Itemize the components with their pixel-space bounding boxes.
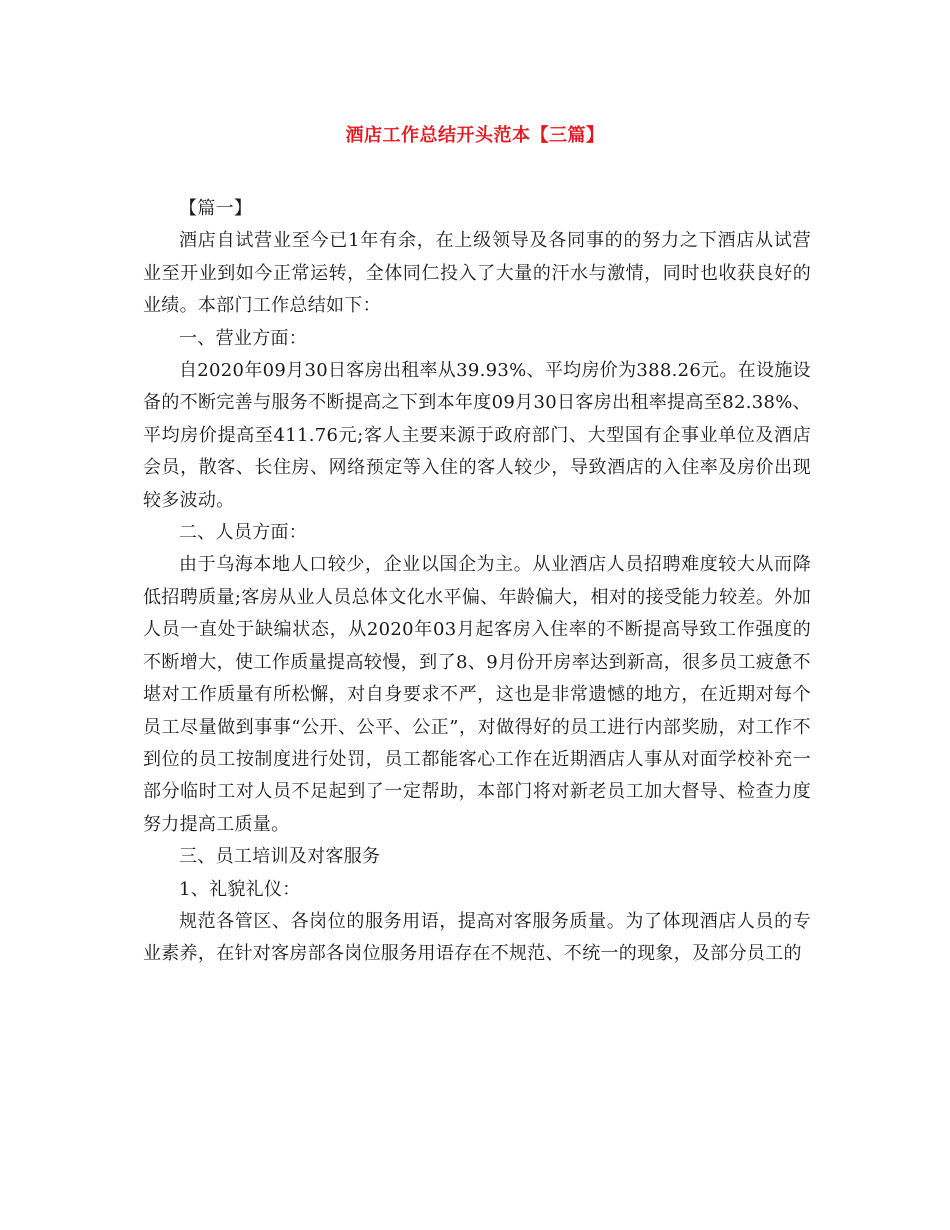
paragraph-subheading: 三、员工培训及对客服务 — [179, 846, 381, 868]
paragraph-subheading: 二、人员方面： — [179, 522, 308, 544]
paragraph-subheading: 1、礼貌礼仪： — [179, 878, 301, 900]
paragraph: 酒店自试营业至今已1年有余，在上级领导及各同事的的努力之下酒店从试营业至开业到如今正常运转，全体同仁投入了大量的汗水与激情，同时也收获良好的业绩。本部门工作总结如下： — [143, 230, 811, 317]
paragraph: 由于乌海本地人口较少，企业以国企为主。从业酒店人员招聘难度较大从而降低招聘质量;客房从业人员总体文化水平偏、年龄偏大，相对的接受能力较差。外加人员一直处于缺编状态，从2020年03月起客房入住率的不断提高导致工作强度的不断增大，使工作质量提高较慢，到了8、9月份开房率达到新高，很多员工疲惫不堪对工作质量有所松懈，对自身要求不严，这也是非常遗憾的地方，在近期对每个员工尽量做到事事“公开、公平、公正”，对做得好的员工进行内部奖励，对工作不到位的员工按制度进行处罚，员工都能客心工作在近期酒店人事从对面学校补充一部分临时工对人员不足起到了一定帮助，本部门将对新老员工加大督导、检查力度努力提高工质量。 — [143, 554, 811, 835]
paragraph-subheading: 一、营业方面： — [179, 327, 308, 349]
paragraph: 规范各管区、各岗位的服务用语，提高对客服务质量。为了体现酒店人员的专业素养，在针对客房部各岗位服务用语存在不规范、不统一的现象，及部分员工的 — [143, 910, 811, 965]
paragraph-section-heading: 【篇一】 — [179, 198, 253, 219]
paragraph: 自2020年09月30日客房出租率从39.93%、平均房价为388.26元。在设施设备的不断完善与服务不断提高之下到本年度09月30日客房出租率提高至82.38%、平均房价提高至411.76元;客人主要来源于政府部门、大型国有企事业单位及酒店会员，散客、长住房、网络预定等入住的客人较少，导致酒店的入住率及房价出现较多波动。 — [143, 360, 811, 511]
document-body — [143, 193, 811, 971]
document-title: 酒店工作总结开头范本【三篇】 — [345, 125, 605, 146]
